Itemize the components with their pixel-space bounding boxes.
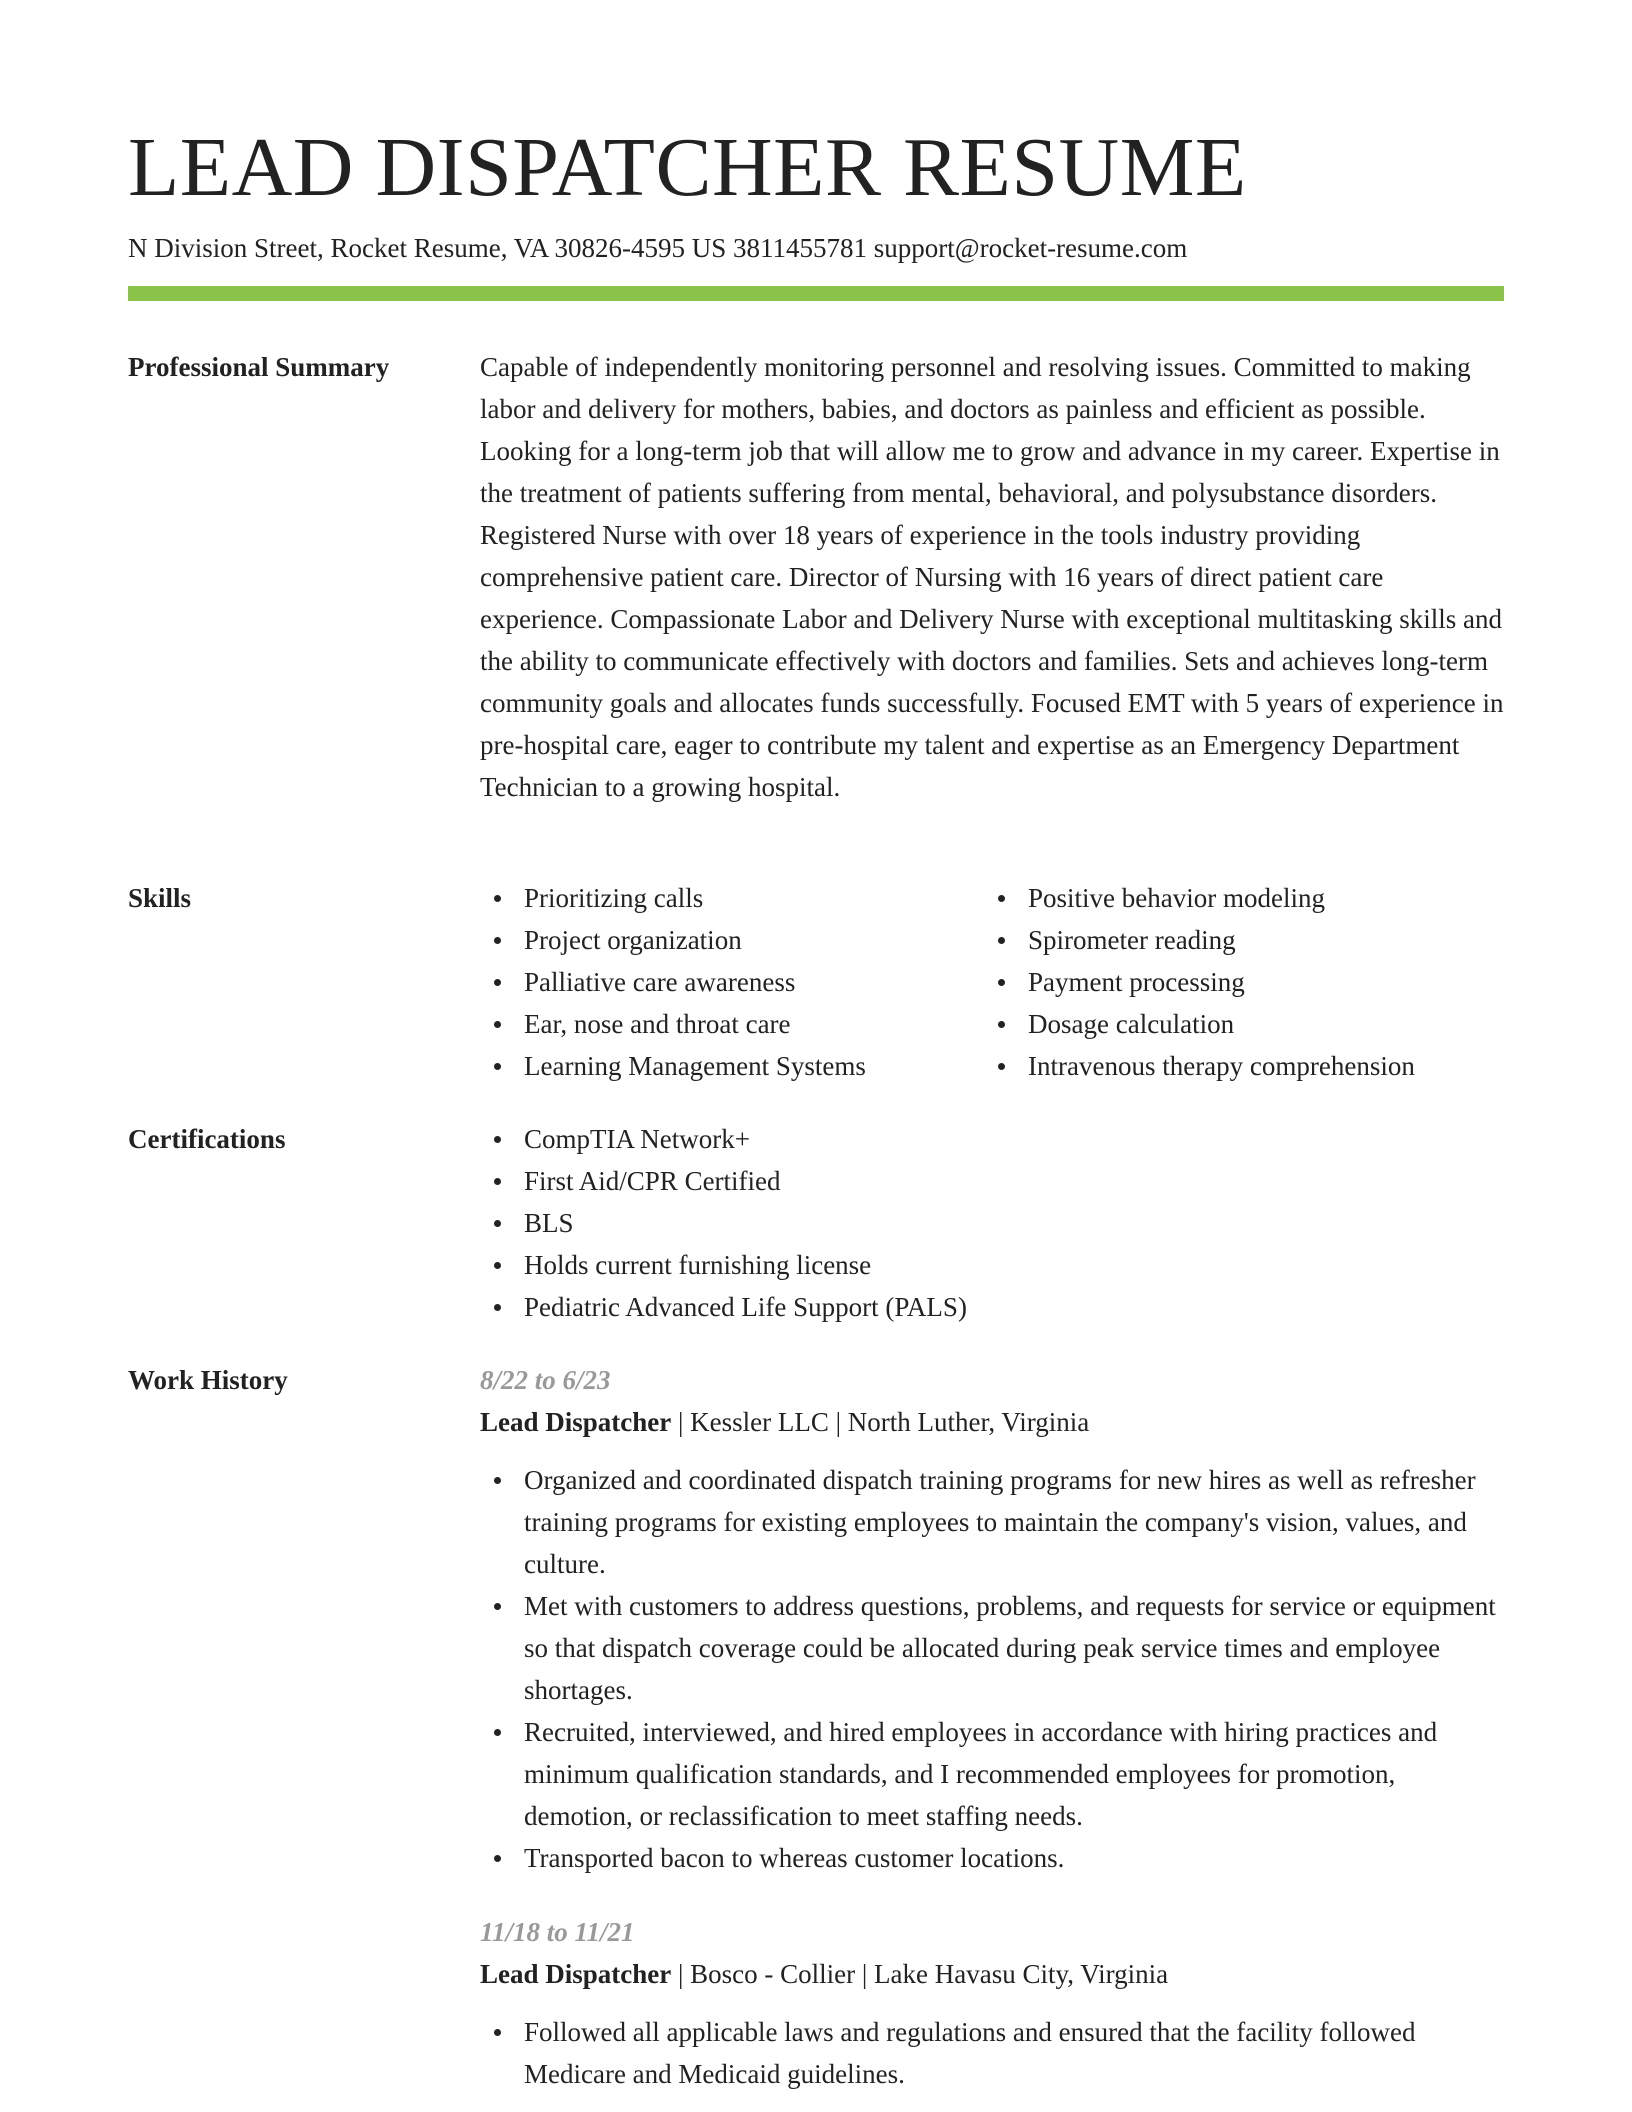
certification-item: CompTIA Network+	[480, 1118, 1504, 1160]
skill-item: Ear, nose and throat care	[480, 1003, 984, 1045]
job-bullets	[480, 2011, 1504, 2095]
job-bullet: Organized and coordinated dispatch training programs for new hires as well as refresher training programs for existing employees to maintain the company's vision, values, and culture.	[480, 1459, 1504, 1585]
resume-title: LEAD DISPATCHER RESUME	[128, 121, 1247, 214]
certifications-label: Certifications	[128, 1124, 286, 1154]
job-heading	[480, 1953, 1504, 1995]
job-details: | Kessler LLC | North Luther, Virginia	[671, 1407, 1090, 1437]
certification-item: Holds current furnishing license	[480, 1244, 1504, 1286]
job-bullets	[480, 1459, 1504, 1879]
certification-item: Pediatric Advanced Life Support (PALS)	[480, 1286, 1504, 1328]
skill-item: Dosage calculation	[984, 1003, 1488, 1045]
skills-label: Skills	[128, 883, 192, 913]
skill-item: Intravenous therapy comprehension	[984, 1045, 1488, 1087]
certification-item: First Aid/CPR Certified	[480, 1160, 1504, 1202]
skills-list-right	[984, 877, 1488, 1087]
skill-item: Project organization	[480, 919, 984, 961]
work-history-label: Work History	[128, 1365, 288, 1395]
summary-text: Capable of independently monitoring personnel and resolving issues. Committed to making labor and delivery for mothers, babies, and doctors as painless and efficient as possible. Looking for a long-term job that will allow me to grow and advance in my career. Expertise in the treatment of patients suffering from mental, behavioral, and polysubstance disorders. Registered Nurse with over 18 years of experience in the tools industry providing comprehensive patient care. Director of Nursing with 16 years of direct patient care experience. Compassionate Labor and Delivery Nurse with exceptional multitasking skills and the ability to communicate effectively with doctors and families. Sets and achieves long-term community goals and allocates funds successfully. Focused EMT with 5 years of experience in pre-hospital care, eager to contribute my talent and expertise as an Emergency Department Technician to a growing hospital.	[480, 352, 1504, 802]
job-title: Lead Dispatcher	[480, 1959, 672, 1989]
accent-divider	[128, 286, 1504, 301]
job-details: | Bosco - Collier | Lake Havasu City, Virginia	[671, 1959, 1169, 1989]
skill-item: Learning Management Systems	[480, 1045, 984, 1087]
job-bullet: Met with customers to address questions, problems, and requests for service or equipment so that dispatch coverage could be allocated during peak service times and employee shortages.	[480, 1585, 1504, 1711]
skill-item: Prioritizing calls	[480, 877, 984, 919]
job-bullet: Followed all applicable laws and regulations and ensured that the facility followed Medicare and Medicaid guidelines.	[480, 2011, 1504, 2095]
job-bullet: Transported bacon to whereas customer locations.	[480, 1837, 1504, 1879]
skill-item: Payment processing	[984, 961, 1488, 1003]
job-entry	[480, 1359, 1504, 1879]
certifications-list	[480, 1118, 1504, 1328]
skill-item: Palliative care awareness	[480, 961, 984, 1003]
contact-line: N Division Street, Rocket Resume, VA 30826-4595 US 3811455781 support@rocket-resume.com	[128, 233, 1188, 263]
job-heading	[480, 1401, 1504, 1443]
job-entry	[480, 1911, 1504, 2095]
summary-label: Professional Summary	[128, 352, 390, 382]
skills-list-left	[480, 877, 984, 1087]
certification-item: BLS	[480, 1202, 1504, 1244]
skill-item: Spirometer reading	[984, 919, 1488, 961]
job-bullet: Recruited, interviewed, and hired employees in accordance with hiring practices and minimum qualification standards, and I recommended employees for promotion, demotion, or reclassification to meet staffing needs.	[480, 1711, 1504, 1837]
skill-item: Positive behavior modeling	[984, 877, 1488, 919]
job-date: 8/22 to 6/23	[480, 1365, 611, 1395]
job-title: Lead Dispatcher	[480, 1407, 672, 1437]
job-date: 11/18 to 11/21	[480, 1917, 635, 1947]
